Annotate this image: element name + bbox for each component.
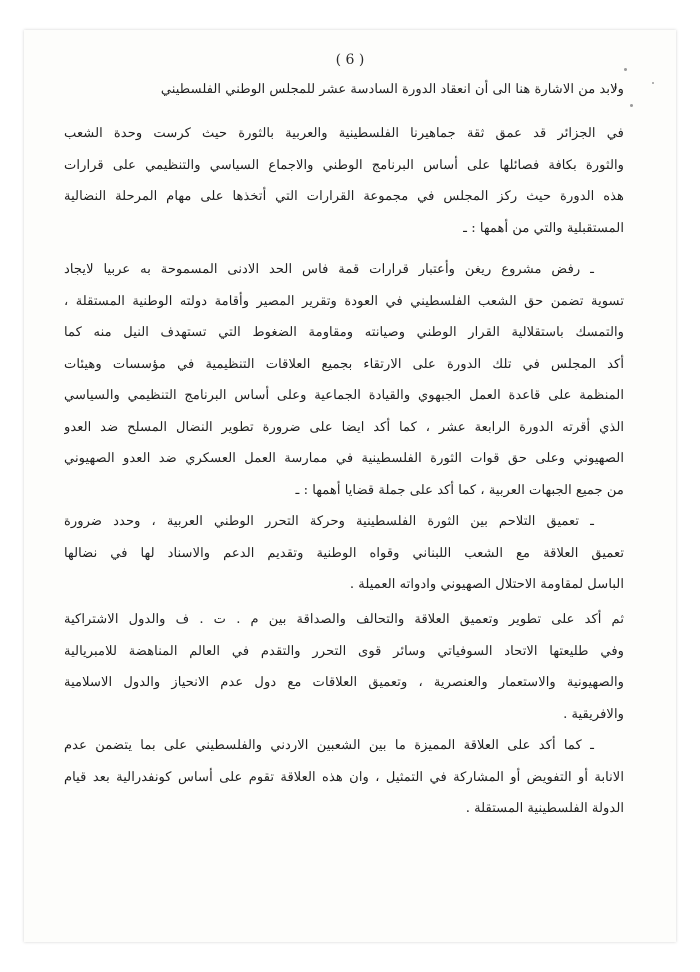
paper-speck — [652, 82, 654, 84]
text-line: والصهيونية والاستعمار والعنصرية ، وتعميق العلاقات مع دول عدم الانحياز والدول الاسلامية — [64, 675, 624, 690]
text-line: تعميق العلاقة مع الشعب اللبناني وقواه الوطنية وتقديم الدعم والاسناد لها في نضالها — [64, 545, 624, 561]
text-line: المنظمة على قاعدة العمل الجبهوي والقيادة الجماعية وعلى أساس البرنامج التنظيمي والسياسي — [64, 388, 624, 403]
paragraph-arab-liberation — [64, 506, 624, 601]
document-page — [24, 30, 676, 942]
text-line: ـ رفض مشروع ريغن وأعتبار قرارات قمة فاس الحد الادنى المسموحة به عربيا لايجاد — [64, 262, 594, 277]
text-line: الذي أقرته الدورة الرابعة عشر ، كما أكد ايضا على ضرورة تطوير النضال المسلح ضد العدو — [64, 419, 624, 435]
text-line: والتمسك باستقلالية القرار الوطني وصيانته ومقاومة الضغوط التي تستهدف النيل منه كما — [64, 325, 624, 340]
text-line: ثم أكد على تطوير وتعميق العلاقة والتحالف والصداقة بين م . ت . ف والدول الاشتراكية — [64, 612, 624, 627]
paper-speck — [630, 104, 633, 107]
text-line: الباسل لمقاومة الاحتلال الصهيوني وادواته العميلة . — [349, 577, 624, 592]
text-line: والثورة بكافة فصائلها على أساس البرنامج الوطني والاجماع السياسي والتنظيمي على قرارات — [64, 157, 624, 173]
text-line: الصهيوني وعلى حق قوات الثورة الفلسطينية في ممارسة العمل العسكري ضد العدو الصهيوني — [64, 451, 624, 466]
text-line: في الجزائر قد عمق ثقة جماهيرنا الفلسطينية والعربية بالثورة حيث كرست وحدة الشعب — [64, 126, 624, 141]
text-line: من جميع الجبهات العربية ، كما أكد على جملة قضايا أهمها : ـ — [295, 482, 624, 498]
page-number: ( 6 ) — [335, 52, 365, 68]
text-line: أكد المجلس في تلك الدورة على الارتقاء بجميع العلاقات التنظيمية في مؤسسات وهيئات — [64, 356, 624, 372]
text-line: وفي طليعتها الاتحاد السوفياتي وسائر قوى التحرر والتقدم في العالم المناهضة للامبريالية — [64, 643, 624, 659]
text-line: المستقبلية والتي من أهمها : ـ — [463, 220, 624, 236]
text-line: ولابد من الاشارة هنا الى أن انعقاد الدورة السادسة عشر للمجلس الوطني الفلسطيني — [160, 82, 624, 97]
paragraph-alliances — [64, 604, 624, 730]
paper-speck — [624, 68, 627, 71]
text-line: ـ كما أكد على العلاقة المميزة ما بين الشعبين الاردني والفلسطيني على بما يتضمن عدم — [64, 738, 594, 753]
text-line: الانابة أو التفويض أو المشاركة في التمثيل ، وان هذه العلاقة تقوم على أساس كونفدرالية بعد قيام — [64, 769, 624, 785]
paragraph-reagan-plan — [64, 254, 624, 506]
paragraph-algiers-session — [64, 118, 624, 244]
text-line: هذه الدورة حيث ركز المجلس في مجموعة القرارات التي أتخذها على مهام المرحلة النضالية — [64, 189, 624, 204]
paragraph-jordan-relation — [64, 730, 624, 825]
text-line: والافريقية . — [563, 706, 624, 722]
text-line: تسوية تضمن حق الشعب الفلسطيني في العودة وتقرير المصير وأقامة دولته الوطنية المستقلة ، — [64, 293, 624, 309]
paragraph-intro — [64, 74, 624, 106]
text-line: ـ تعميق التلاحم بين الثورة الفلسطينية وحركة التحرر الوطني العربية ، وحدد ضرورة — [64, 514, 594, 529]
text-line: الدولة الفلسطينية المستقلة . — [465, 801, 624, 816]
